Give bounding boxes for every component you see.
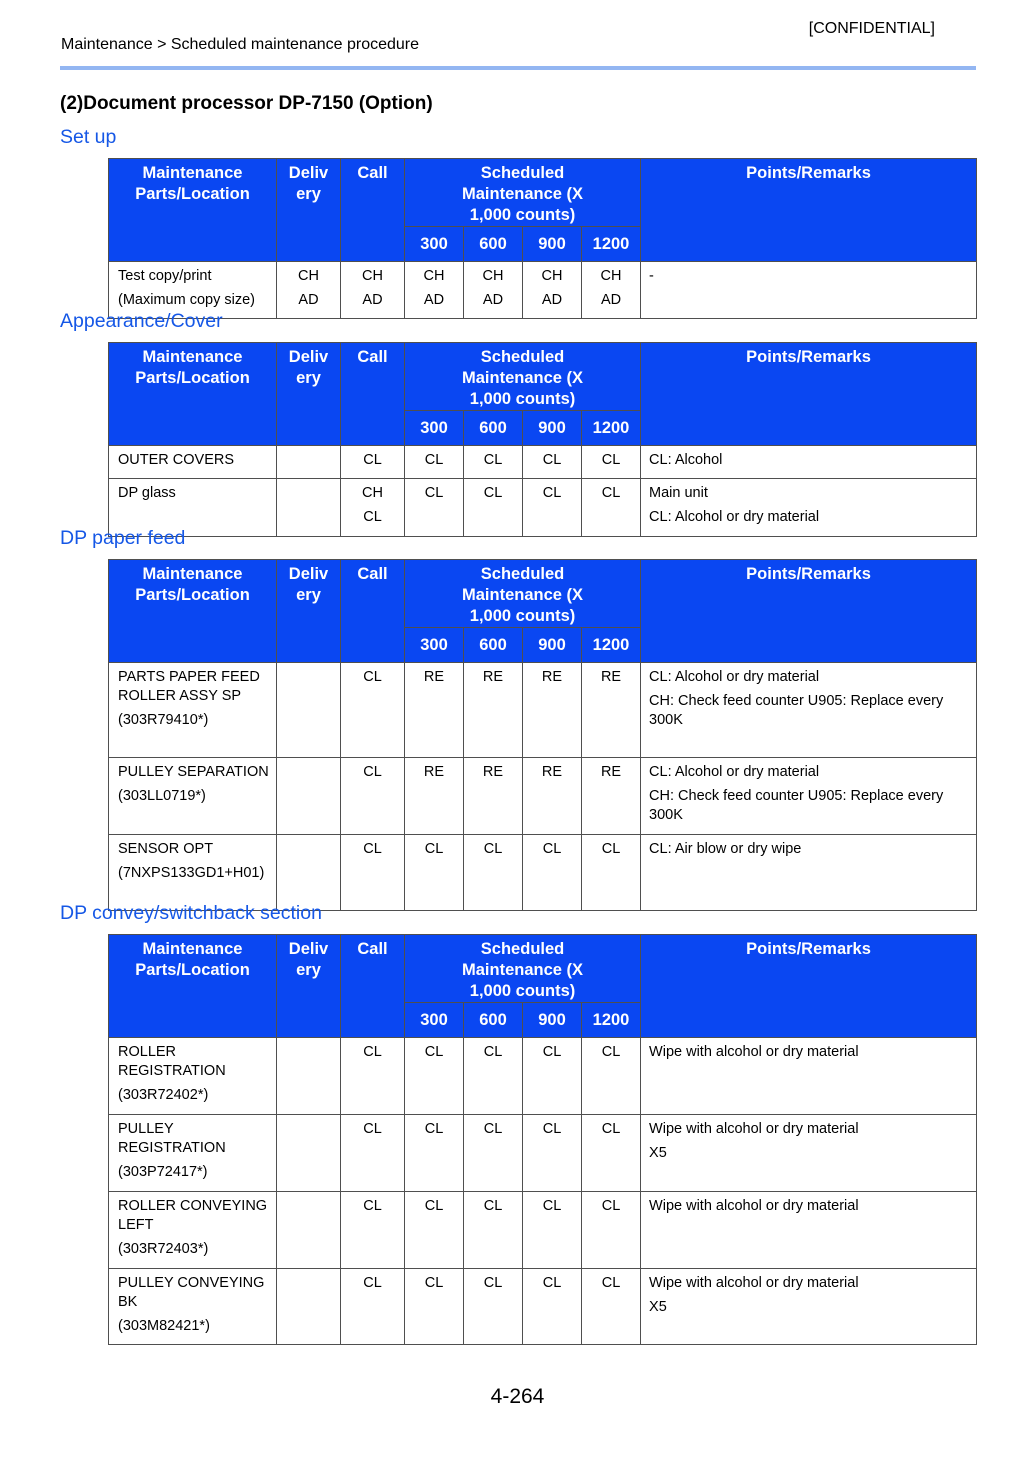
- cell-text: CL: [601, 452, 621, 468]
- cell-600: [464, 1038, 523, 1115]
- cell-text: CL: [542, 1275, 562, 1291]
- cell-300: [405, 262, 464, 319]
- cell-text: CL: Alcohol or dry material: [649, 764, 820, 780]
- cell-text: CL: [424, 452, 444, 468]
- cell-1200: [582, 758, 641, 835]
- column-header-remarks: Points/Remarks: [641, 159, 977, 262]
- cell-text: CH: Check feed counter U905: Replace every 300K: [649, 693, 944, 728]
- cell-600: [464, 446, 523, 479]
- cell-delivery: [277, 262, 341, 319]
- column-header-parts: Maintenance Parts/Location: [109, 935, 277, 1038]
- cell-text: ROLLER REGISTRATION: [118, 1044, 226, 1079]
- cell-900: [523, 262, 582, 319]
- cell-text: CL: [363, 669, 382, 685]
- cell-text: CH: [482, 268, 504, 284]
- cell-text: Wipe with alcohol or dry material: [649, 1121, 859, 1137]
- maintenance-table: [108, 342, 977, 537]
- column-header-count: 300: [405, 1003, 464, 1038]
- cell-text: CH: [423, 268, 445, 284]
- cell-text: CL: [363, 509, 382, 525]
- column-header-count: 1200: [582, 411, 641, 446]
- column-header-count: 900: [523, 411, 582, 446]
- cell-text: PULLEY CONVEYING BK: [118, 1275, 265, 1310]
- cell-900: [523, 758, 582, 835]
- section-heading: DP paper feed: [60, 527, 186, 549]
- cell-text: CL: [542, 1044, 562, 1060]
- cell-text: DP glass: [118, 485, 176, 501]
- cell-call: [341, 1038, 405, 1115]
- cell-text: CL: [483, 485, 503, 501]
- cell-300: [405, 479, 464, 537]
- cell-remarks: [641, 1269, 977, 1345]
- header-divider: [60, 66, 976, 70]
- cell-delivery: [277, 758, 341, 835]
- column-header-call: Call: [341, 560, 405, 663]
- cell-remarks: [641, 1038, 977, 1115]
- section-heading: DP convey/switchback section: [60, 902, 322, 924]
- column-header-scheduled: Scheduled Maintenance (X 1,000 counts): [405, 935, 641, 1003]
- table-row: [109, 663, 977, 758]
- column-header-count: 1200: [582, 1003, 641, 1038]
- cell-remarks: [641, 262, 977, 319]
- cell-remarks: [641, 663, 977, 758]
- cell-part: [109, 835, 277, 911]
- column-header-count: 600: [464, 1003, 523, 1038]
- column-header-count: 600: [464, 411, 523, 446]
- cell-text: RE: [482, 764, 504, 780]
- cell-600: [464, 1115, 523, 1192]
- cell-text: CL: Alcohol or dry material: [649, 509, 820, 525]
- cell-delivery: [277, 835, 341, 911]
- maintenance-table: [108, 158, 977, 319]
- cell-text: CH: [362, 485, 383, 501]
- cell-call: [341, 835, 405, 911]
- cell-text: (303P72417*): [118, 1164, 208, 1180]
- cell-text: CL: Alcohol: [649, 452, 723, 468]
- cell-text: CL: [601, 485, 621, 501]
- cell-text: CL: [483, 1275, 503, 1291]
- column-header-scheduled: Scheduled Maintenance (X 1,000 counts): [405, 560, 641, 628]
- cell-part: [109, 1269, 277, 1345]
- cell-1200: [582, 663, 641, 758]
- cell-300: [405, 758, 464, 835]
- table-row: [109, 262, 977, 319]
- cell-text: AD: [362, 292, 383, 308]
- cell-600: [464, 262, 523, 319]
- cell-text: (303R72403*): [118, 1241, 209, 1257]
- column-header-remarks: Points/Remarks: [641, 343, 977, 446]
- cell-text: PULLEY SEPARATION: [118, 764, 269, 780]
- column-header-count: 1200: [582, 227, 641, 262]
- cell-text: AD: [541, 292, 563, 308]
- cell-delivery: [277, 1115, 341, 1192]
- table-row: [109, 479, 977, 537]
- table-row: [109, 835, 977, 911]
- cell-text: CH: [600, 268, 622, 284]
- cell-part: [109, 1115, 277, 1192]
- cell-900: [523, 1038, 582, 1115]
- table-row: [109, 1038, 977, 1115]
- cell-text: CL: [424, 1198, 444, 1214]
- cell-text: X5: [649, 1145, 667, 1161]
- cell-call: [341, 479, 405, 537]
- cell-text: CL: Alcohol or dry material: [649, 669, 820, 685]
- column-header-count: 300: [405, 411, 464, 446]
- cell-text: CL: [483, 1044, 503, 1060]
- cell-call: [341, 1269, 405, 1345]
- cell-remarks: [641, 446, 977, 479]
- column-header-delivery: Deliv ery: [277, 159, 341, 262]
- table-row: [109, 1269, 977, 1345]
- maintenance-table: [108, 559, 977, 911]
- cell-1200: [582, 262, 641, 319]
- cell-900: [523, 1269, 582, 1345]
- cell-delivery: [277, 479, 341, 537]
- column-header-call: Call: [341, 935, 405, 1038]
- cell-1200: [582, 1269, 641, 1345]
- cell-text: CL: [424, 1275, 444, 1291]
- column-header-count: 900: [523, 227, 582, 262]
- cell-call: [341, 446, 405, 479]
- cell-text: AD: [298, 292, 319, 308]
- cell-900: [523, 835, 582, 911]
- cell-text: CL: [601, 841, 621, 857]
- cell-text: CL: [424, 1121, 444, 1137]
- cell-text: SENSOR OPT: [118, 841, 214, 857]
- cell-600: [464, 663, 523, 758]
- cell-600: [464, 1269, 523, 1345]
- cell-text: (303R79410*): [118, 712, 209, 728]
- cell-text: Test copy/print: [118, 268, 212, 284]
- cell-text: Wipe with alcohol or dry material: [649, 1044, 859, 1060]
- cell-600: [464, 1192, 523, 1269]
- cell-remarks: [641, 835, 977, 911]
- cell-text: RE: [600, 669, 622, 685]
- cell-text: CL: [424, 485, 444, 501]
- cell-900: [523, 1115, 582, 1192]
- cell-text: OUTER COVERS: [118, 452, 235, 468]
- cell-text: CL: [601, 1198, 621, 1214]
- cell-text: CH: [541, 268, 563, 284]
- cell-text: RE: [423, 764, 445, 780]
- cell-text: X5: [649, 1299, 667, 1315]
- breadcrumb: Maintenance > Scheduled maintenance procedure: [61, 36, 420, 53]
- confidential-label: [CONFIDENTIAL]: [808, 20, 935, 37]
- table-row: [109, 1192, 977, 1269]
- cell-1200: [582, 446, 641, 479]
- cell-remarks: [641, 479, 977, 537]
- cell-text: Wipe with alcohol or dry material: [649, 1275, 859, 1291]
- column-header-count: 900: [523, 1003, 582, 1038]
- cell-text: CL: [363, 764, 382, 780]
- cell-text: CL: Air blow or dry wipe: [649, 841, 802, 857]
- cell-text: AD: [423, 292, 445, 308]
- cell-text: CL: [542, 841, 562, 857]
- cell-900: [523, 663, 582, 758]
- table-row: [109, 758, 977, 835]
- cell-300: [405, 446, 464, 479]
- cell-text: CH: Check feed counter U905: Replace every 300K: [649, 788, 944, 823]
- cell-text: CL: [363, 841, 382, 857]
- cell-text: CL: [424, 1044, 444, 1060]
- cell-part: [109, 446, 277, 479]
- cell-text: ROLLER CONVEYING LEFT: [118, 1198, 268, 1233]
- column-header-call: Call: [341, 159, 405, 262]
- column-header-remarks: Points/Remarks: [641, 560, 977, 663]
- cell-text: CL: [363, 452, 382, 468]
- cell-text: CL: [363, 1044, 382, 1060]
- cell-part: [109, 663, 277, 758]
- cell-delivery: [277, 663, 341, 758]
- page-number: 4-264: [490, 1385, 545, 1408]
- cell-text: CL: [363, 1198, 382, 1214]
- cell-text: CH: [298, 268, 319, 284]
- column-header-scheduled: Scheduled Maintenance (X 1,000 counts): [405, 159, 641, 227]
- column-header-delivery: Deliv ery: [277, 343, 341, 446]
- cell-call: [341, 1192, 405, 1269]
- cell-text: (303LL0719*): [118, 788, 206, 804]
- cell-text: CL: [483, 841, 503, 857]
- cell-delivery: [277, 446, 341, 479]
- cell-300: [405, 1115, 464, 1192]
- section-heading: Set up: [60, 126, 117, 148]
- column-header-count: 1200: [582, 628, 641, 663]
- section-heading: Appearance/Cover: [60, 310, 223, 332]
- column-header-parts: Maintenance Parts/Location: [109, 343, 277, 446]
- column-header-count: 300: [405, 628, 464, 663]
- cell-300: [405, 1269, 464, 1345]
- cell-text: Main unit: [649, 485, 708, 501]
- cell-text: (7NXPS133GD1+H01): [118, 865, 265, 881]
- cell-call: [341, 1115, 405, 1192]
- cell-text: CL: [601, 1275, 621, 1291]
- cell-600: [464, 479, 523, 537]
- cell-call: [341, 663, 405, 758]
- cell-1200: [582, 835, 641, 911]
- cell-text: CL: [601, 1121, 621, 1137]
- cell-text: CL: [542, 1198, 562, 1214]
- cell-part: [109, 1038, 277, 1115]
- table-row: [109, 1115, 977, 1192]
- cell-remarks: [641, 758, 977, 835]
- cell-text: Wipe with alcohol or dry material: [649, 1198, 859, 1214]
- column-header-delivery: Deliv ery: [277, 560, 341, 663]
- cell-1200: [582, 479, 641, 537]
- cell-1200: [582, 1192, 641, 1269]
- cell-text: (303M82421*): [118, 1318, 210, 1334]
- cell-text: RE: [423, 669, 445, 685]
- cell-1200: [582, 1115, 641, 1192]
- cell-part: [109, 1192, 277, 1269]
- cell-text: (303R72402*): [118, 1087, 209, 1103]
- cell-600: [464, 835, 523, 911]
- cell-900: [523, 1192, 582, 1269]
- column-header-count: 300: [405, 227, 464, 262]
- column-header-call: Call: [341, 343, 405, 446]
- cell-text: CL: [483, 452, 503, 468]
- table-row: [109, 446, 977, 479]
- cell-delivery: [277, 1038, 341, 1115]
- cell-text: AD: [600, 292, 622, 308]
- cell-text: CL: [424, 841, 444, 857]
- cell-delivery: [277, 1269, 341, 1345]
- cell-1200: [582, 1038, 641, 1115]
- cell-text: CL: [483, 1198, 503, 1214]
- cell-300: [405, 663, 464, 758]
- column-header-remarks: Points/Remarks: [641, 935, 977, 1038]
- cell-text: (Maximum copy size): [118, 292, 255, 308]
- cell-text: CL: [363, 1121, 382, 1137]
- cell-300: [405, 835, 464, 911]
- cell-text: RE: [600, 764, 622, 780]
- cell-remarks: [641, 1115, 977, 1192]
- cell-text: AD: [482, 292, 504, 308]
- column-header-parts: Maintenance Parts/Location: [109, 159, 277, 262]
- cell-call: [341, 262, 405, 319]
- cell-600: [464, 758, 523, 835]
- cell-text: CL: [483, 1121, 503, 1137]
- column-header-delivery: Deliv ery: [277, 935, 341, 1038]
- cell-text: CL: [363, 1275, 382, 1291]
- cell-call: [341, 758, 405, 835]
- page-title: (2)Document processor DP-7150 (Option): [60, 93, 433, 114]
- maintenance-table: [108, 934, 977, 1345]
- cell-delivery: [277, 1192, 341, 1269]
- cell-text: CL: [542, 1121, 562, 1137]
- column-header-count: 600: [464, 628, 523, 663]
- cell-300: [405, 1192, 464, 1269]
- cell-text: PARTS PAPER FEED ROLLER ASSY SP: [118, 669, 260, 704]
- cell-text: -: [649, 268, 654, 284]
- cell-remarks: [641, 1192, 977, 1269]
- cell-text: RE: [541, 669, 563, 685]
- cell-text: CL: [542, 485, 562, 501]
- cell-text: CH: [362, 268, 383, 284]
- cell-900: [523, 479, 582, 537]
- cell-part: [109, 758, 277, 835]
- column-header-scheduled: Scheduled Maintenance (X 1,000 counts): [405, 343, 641, 411]
- column-header-count: 900: [523, 628, 582, 663]
- cell-900: [523, 446, 582, 479]
- cell-300: [405, 1038, 464, 1115]
- cell-text: CL: [601, 1044, 621, 1060]
- cell-text: CL: [542, 452, 562, 468]
- cell-text: PULLEY REGISTRATION: [118, 1121, 226, 1156]
- column-header-parts: Maintenance Parts/Location: [109, 560, 277, 663]
- cell-text: RE: [482, 669, 504, 685]
- column-header-count: 600: [464, 227, 523, 262]
- cell-text: RE: [541, 764, 563, 780]
